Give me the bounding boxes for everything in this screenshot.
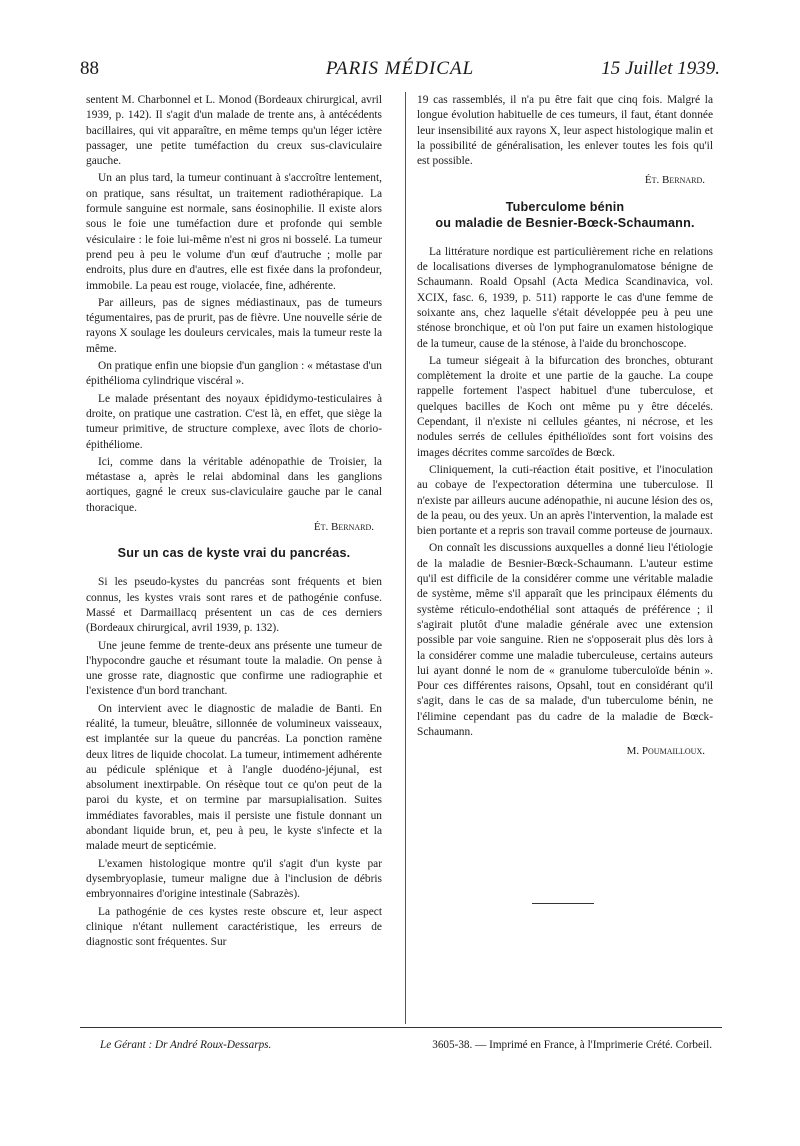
article-title-line: ou maladie de Besnier-Bœck-Schaumann. [435, 215, 695, 230]
paragraph: Un an plus tard, la tumeur continuant à s'accroître lentement, on pratique, sans résultat, un traitement radiothérapique. La formule sanguine est normale, sans éosinophilie. Il existe alors sous le foie une tuméfaction dure et profonde qui semble vésiculaire : le foie lui-même n'est ni gros ni bosselé. La tumeur prend peu à peu le volume d'un œuf d'autruche ; molle par endroits, plus dure en d'autres, elle est fixée dans la profondeur, immobile. La peau est rouge, violacée, fine, adhérente. [86, 172, 382, 292]
paragraph: On pratique enfin une biopsie d'un ganglion : « métastase d'un épithélioma cylindrique viscéral ». [86, 360, 382, 388]
issue-date: 15 Juillet 1939. [601, 58, 720, 79]
paragraph: Le malade présentant des noyaux épididymo-testiculaires à droite, on pratique une castration. C'est là, en effet, que siège la tumeur primitive, de structure complexe, avec îlots de chorio-épithéliome. [86, 392, 382, 451]
paragraph: On connaît les discussions auxquelles a donné lieu l'étiologie de la maladie de Besnier-Bœck-Schaumann. L'auteur estime qu'il est difficile de la considérer comme une véritable maladie de système, même s'il apparaît que les principaux éléments du système réticulo-endothélial sont attaqués de préférence ; il s'agirait plutôt d'une maladie générale avec une extension possible par voie sanguine. Rien ne s'opposerait plus dès lors à la considérer comme une maladie tuberculeuse, certains auteurs lui ayant donné le nom de « granulome tuberculoïde bénin ». Pour ces différentes raisons, Opsahl, tout en considérant qu'il s'agit, dans le cas de sa malade, d'un tuberculome bénin, ne l'élimine cependant pas du cadre de la maladie de Bœck-Schaumann. [417, 542, 713, 738]
printer-line: 3605-38. — Imprimé en France, à l'Imprimerie Crété. Corbeil. [432, 1039, 712, 1051]
author-signature: Ét. Bernard. [644, 174, 705, 187]
page-header [80, 58, 720, 82]
paragraph: Ici, comme dans la véritable adénopathie de Troisier, la métastase a, après le relai abdominal dans les ganglions aortiques, gagné le creux sus-claviculaire gauche par le canal thoracique. [86, 455, 382, 514]
paragraph: Par ailleurs, pas de signes médiastinaux, pas de tumeurs tégumentaires, pas de prurit, pas de fièvre. Une nouvelle série de rayons X soulage les douleurs cervicales, mais la tumeur reste la même. [86, 296, 382, 355]
end-rule [532, 903, 594, 904]
article-title-line: Tuberculome bénin [505, 199, 625, 214]
article-title [417, 199, 713, 231]
paragraph: La littérature nordique est particulièrement riche en relations de localisations diverses de lymphogranulomatose bénigne de Schaumann. Roald Opsahl (Acta Medica Scandinavica, vol. XCIX, fasc. 6, 1939, p. 511) rapporte le cas d'une femme de soixante ans, chez laquelle s'était développée peu à peu une sténose bronchique, et où l'on put faire un examen histologique de la tumeur, cause de la sténose, à l'aide du bronchoscope. [417, 245, 713, 350]
paragraph: L'examen histologique montre qu'il s'agit d'un kyste par dysembryoplasie, tumeur maligne due à l'inclusion de débris embryonnaires d'origine intestinale (Sabrazès). [86, 857, 382, 901]
journal-title: PARIS MÉDICAL [325, 58, 475, 79]
author-signature: Ét. Bernard. [313, 521, 374, 534]
paragraph: Une jeune femme de trente-deux ans présente une tumeur de l'hypocondre gauche et résumant toute la maladie. On pense à une grosse rate, diagnostic que confirme une radiographie et l'existence d'un bord tranchant. [86, 639, 382, 698]
paragraph: On intervient avec le diagnostic de maladie de Banti. En réalité, la tumeur, bleuâtre, sillonnée de volumineux vaisseaux, est implantée sur la queue du pancréas. La ponction ramène deux litres de liquide chocolat. La tumeur, intimement adhérente au pédicule splénique et à l'angle duodéno-jéjunal, est absolument inextirpable. On résèque tout ce qu'on peut de la paroi du kyste, et on termine par marsupialisation. Suites immédiates favorables, mais il persiste une fistule donnant un abondant liquide brun, et, peu à peu, le kyste s'infecte et la malade meurt de septicémie. [86, 702, 382, 853]
left-column [86, 93, 382, 952]
paragraph: Cliniquement, la cuti-réaction était positive, et l'inoculation au cobaye de l'expectoration détermina une tuberculose. Il n'existe par ailleurs aucune adénopathie, ni aucune lésion des os, de la peau, ou des yeux. Un an après l'intervention, la malade est bien portante et a repris son travail comme porteuse de journaux. [417, 463, 713, 538]
article-title: Sur un cas de kyste vrai du pancréas. [117, 546, 351, 561]
paragraph: sentent M. Charbonnel et L. Monod (Bordeaux chirurgical, avril 1939, p. 142). Il s'agit d'un malade de trente ans, à antécédents bacillaires, qui vit apparaître, en même temps qu'un léger ictère passager, une petite tuméfaction du creux sus-claviculaire gauche. [86, 94, 382, 168]
footer-rule [80, 1027, 722, 1028]
paragraph: La tumeur siégeait à la bifurcation des bronches, obturant complètement la droite et une partie de la gauche. La coupe rappelle fortement l'aspect habituel d'une tuberculose, et quelques bacilles de Koch ont même pu y être décelés. Cependant, il n'existe ni cellules géantes, ni nécrose, et les nodules serrés de cellules épithélioïdes sont fort voisins des images décrites comme sarcoïdes de Bœck. [417, 354, 713, 459]
paragraph: 19 cas rassemblés, il n'a pu être fait que cinq fois. Malgré la longue évolution habituelle de ces tumeurs, il faut, étant donnée leur insensibilité aux rayons X, leur aspect histologique malin et la possibilité de généralisation, les enlever toutes les fois qu'il est possible. [417, 94, 713, 168]
paragraph: La pathogénie de ces kystes reste obscure et, leur aspect clinique n'étant nullement caractéristique, les erreurs de diagnostic sont fréquentes. Sur [86, 905, 382, 949]
right-column [417, 93, 713, 770]
gerant-line: Le Gérant : Dr André Roux-Dessarps. [100, 1039, 272, 1051]
page-number: 88 [80, 58, 99, 79]
paragraph: Si les pseudo-kystes du pancréas sont fréquents et bien connus, les kystes vrais sont rares et de pathogénie confuse. Massé et Darmaillacq présentent un cas de ces derniers (Bordeaux chirurgical, avril 1939, p. 132). [86, 576, 382, 635]
column-divider [405, 92, 406, 1024]
author-signature: M. Poumailloux. [626, 745, 705, 758]
